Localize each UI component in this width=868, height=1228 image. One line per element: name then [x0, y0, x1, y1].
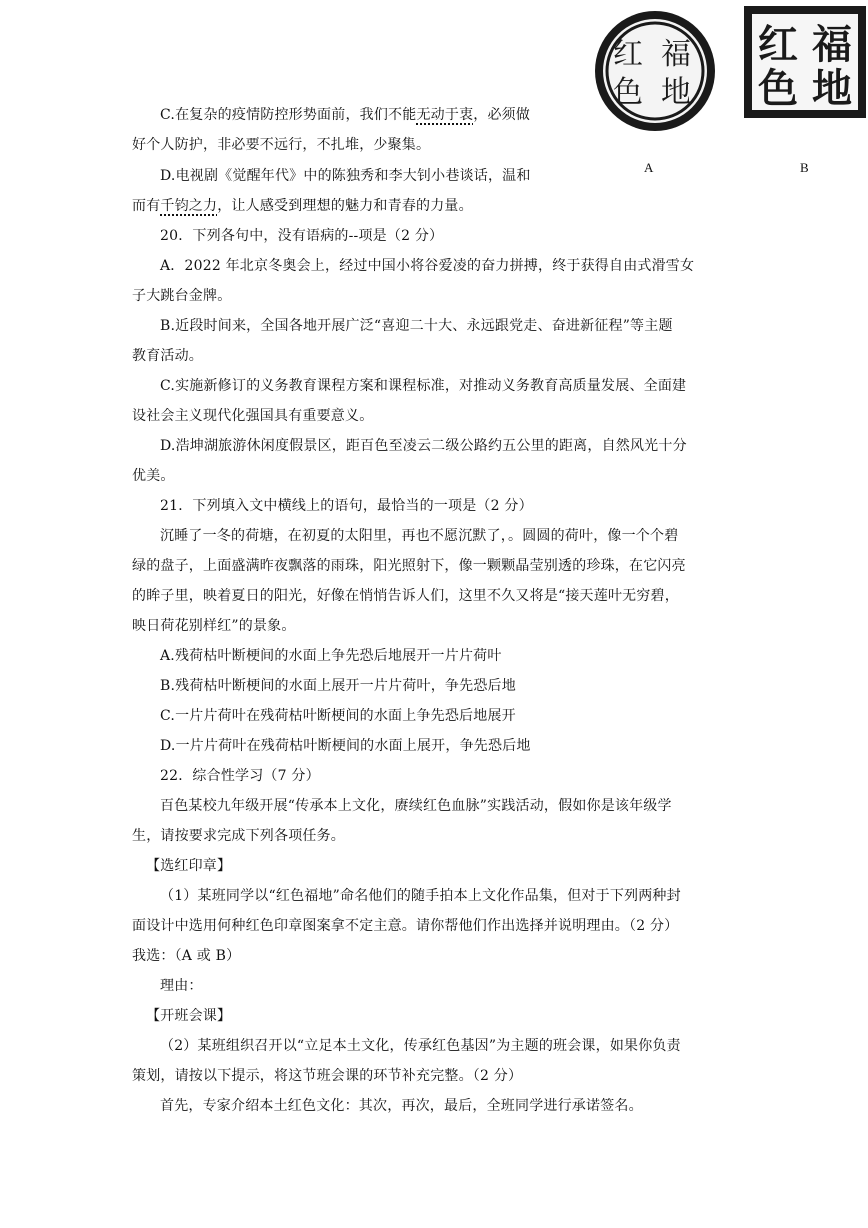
- q19-c-dotted-phrase: 无动于衷: [416, 107, 474, 123]
- q22-task2-line3: 首先，专家介绍本土红色文化：其次，再次，最后，全班同学进行承诺签名。: [160, 1098, 643, 1114]
- q20-stem: 20．下列各句中，没有语病的--项是（2 分）: [160, 228, 444, 244]
- q19-c-text-a: C.在复杂的疫情防控形势面前，我们不能: [160, 107, 417, 123]
- q19-option-d-line1: D.电视剧《觉醒年代》中的陈独秀和李大钊小巷谈话，温和: [160, 168, 531, 184]
- q20-option-b-line2: 教育活动。: [132, 348, 203, 364]
- svg-text:地: 地: [661, 75, 691, 110]
- q21-passage-line3: 的眸子里，映着夏日的阳光，好像在悄悄告诉人们，这里不久又将是“接天莲叶无穷碧，: [132, 588, 679, 604]
- svg-text:色: 色: [613, 75, 643, 110]
- q20-option-c-line2: 设社会主义现代化强国具有重要意义。: [132, 408, 374, 424]
- q19-c-text-b: ，必须做: [473, 107, 531, 123]
- q21-passage-line4: 映日荷花别样红”的景象。: [132, 618, 296, 634]
- q22-intro-line1: 百色某校九年级开展“传承本上文化，赓续红色血脉”实践活动，假如你是该年级学: [160, 798, 672, 814]
- seal-a-label: A: [644, 160, 654, 175]
- q19-option-d-line2: [132, 196, 473, 216]
- seal-b-label: B: [800, 160, 809, 175]
- svg-text:地: 地: [812, 66, 852, 112]
- svg-text:红: 红: [758, 22, 798, 68]
- q22-task1-reason: 理由：: [160, 978, 203, 994]
- q22-intro-line2: 生，请按要求完成下列各项任务。: [132, 828, 345, 844]
- q22-section-seal-heading: 【选红印章】: [146, 858, 232, 874]
- svg-text:色: 色: [758, 66, 798, 112]
- q22-stem: 22．综合性学习（7 分）: [160, 768, 320, 784]
- q20-option-a-line1: A．2022 年北京冬奥会上，经过中国小将谷爱凌的奋力拼搏，终于获得自由式滑雪女: [160, 258, 695, 274]
- q19-d-text-a: 而有: [132, 198, 161, 214]
- q19-option-c-line2: 好个人防护，非必要不远行，不扎堆，少聚集。: [132, 137, 431, 153]
- q21-option-c: C.一片片荷叶在残荷枯叶断梗间的水面上争先恐后地展开: [160, 708, 516, 724]
- q19-d-text-b: ，让人感受到理想的魅力和青春的力量。: [217, 198, 473, 214]
- svg-text:红: 红: [613, 37, 643, 72]
- q19-d-dotted-phrase: 千钧之力: [160, 198, 218, 214]
- q22-task2-line2: 策划，请按以下提示，将这节班会课的环节补充完整。（2 分）: [132, 1068, 523, 1084]
- q21-option-b: B.残荷枯叶断梗间的水面上展开一片片荷叶，争先恐后地: [160, 678, 516, 694]
- q20-option-a-line2: 子大跳台金牌。: [132, 288, 232, 304]
- q20-option-d-line2: 优美。: [132, 468, 175, 484]
- q22-task1-line1: （1）某班同学以“红色福地”命名他们的随手拍本上文化作品集，但对于下列两种封: [160, 888, 681, 904]
- svg-text:福: 福: [661, 37, 691, 72]
- seal-b-image: [744, 6, 866, 118]
- q19-option-c-line1: [160, 105, 530, 125]
- q22-task2-line1: （2）某班组织召开以“立足本土文化，传承红色基因”为主题的班会课，如果你负责: [160, 1038, 681, 1054]
- q21-option-d: D.一片片荷叶在残荷枯叶断梗间的水面上展开，争先恐后地: [160, 738, 531, 754]
- q22-section-class-heading: 【开班会课】: [146, 1008, 232, 1024]
- q22-task1-line2: 面设计中选用何种红色印章图案拿不定主意。请你帮他们作出选择并说明理由。（2 分）: [132, 918, 679, 934]
- seal-a-image: [590, 6, 720, 136]
- q20-option-c-line1: C.实施新修订的义务教育课程方案和课程标准，对推动义务教育高质量发展、全面建: [160, 378, 687, 394]
- q22-task1-choice: 我选：（A 或 B）: [132, 948, 241, 964]
- q21-passage-line1: 沉睡了一冬的荷塘，在初夏的太阳里，再也不愿沉默了，。圆圆的荷叶，像一个个碧: [160, 528, 679, 544]
- q20-option-d-line1: D.浩坤湖旅游休闲度假景区，距百色至凌云二级公路约五公里的距离，自然风光十分: [160, 438, 687, 454]
- svg-text:福: 福: [812, 22, 852, 68]
- q21-passage-line2: 绿的盘子，上面盛满昨夜飘落的雨珠，阳光照射下，像一颗颗晶莹别透的珍珠，在它闪亮: [132, 558, 686, 574]
- q20-option-b-line1: B.近段时间来，全国各地开展广泛“喜迎二十大、永远跟党走、奋进新征程”等主题: [160, 318, 673, 334]
- q21-stem: 21．下列填入文中横线上的语句，最恰当的一项是（2 分）: [160, 498, 533, 514]
- q21-option-a: A.残荷枯叶断梗间的水面上争先恐后地展开一片片荷叶: [160, 648, 502, 664]
